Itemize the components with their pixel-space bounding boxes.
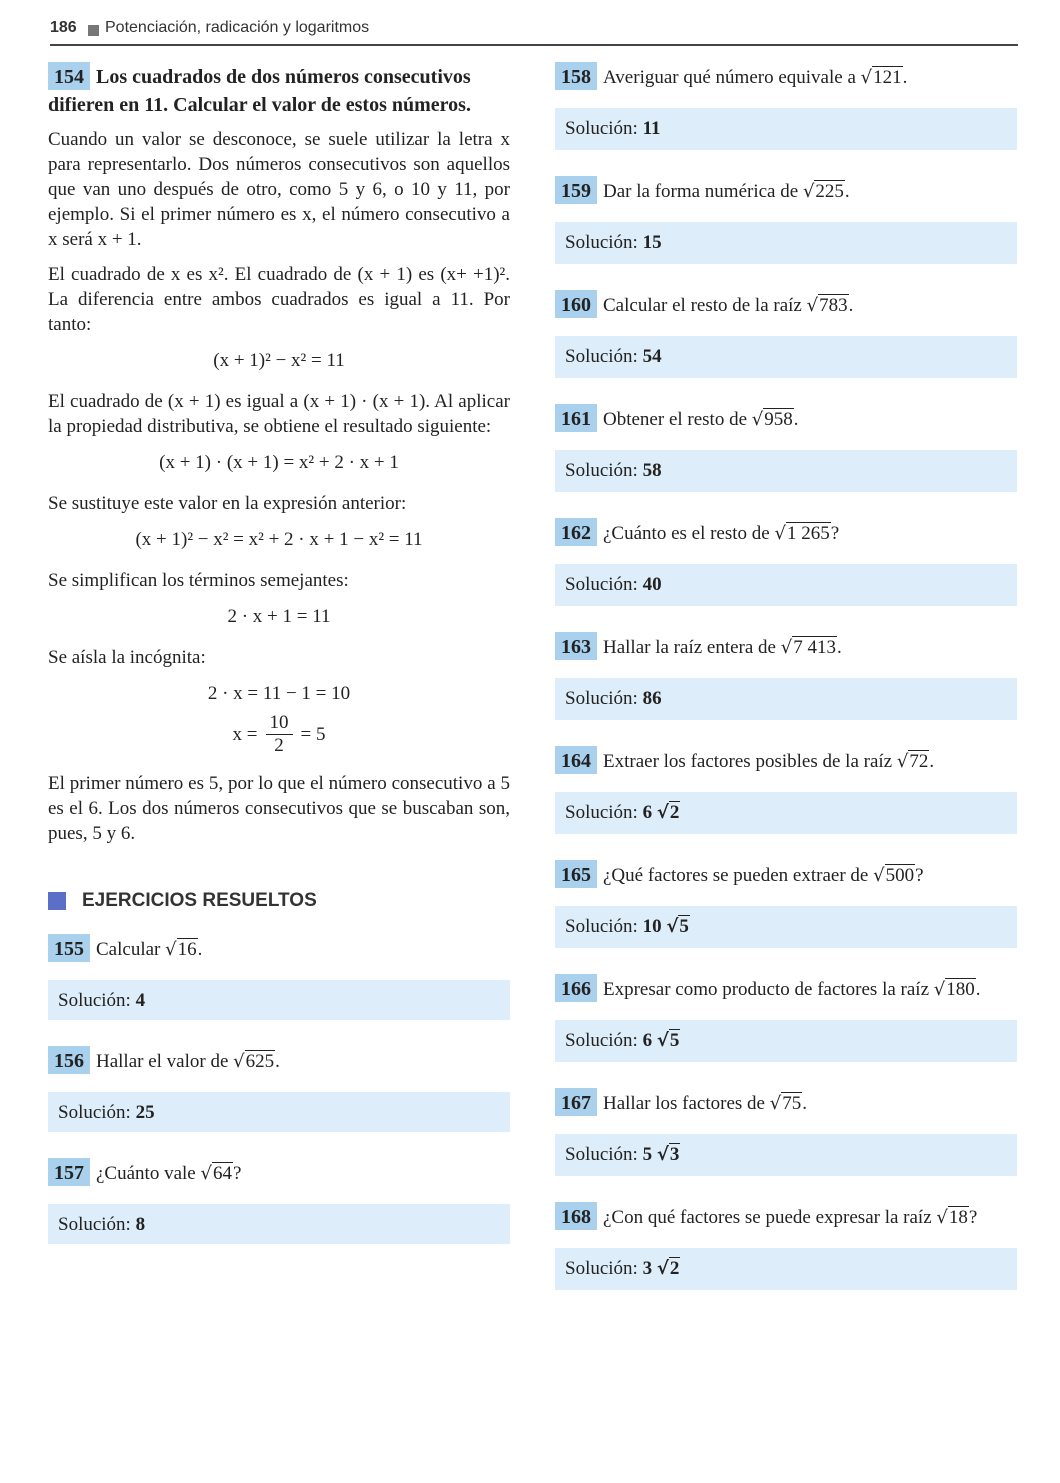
page-header xyxy=(50,16,1018,46)
radical-sign-icon: √ xyxy=(233,1051,245,1072)
solution-box xyxy=(555,678,1017,720)
exercise-text: ¿Con qué factores se puede expresar la raíz xyxy=(603,1207,937,1228)
radical-sign-icon: √ xyxy=(933,979,946,1000)
exercise-number-badge: 163 xyxy=(555,632,597,660)
solution-value: 6 xyxy=(642,1030,653,1051)
exercise-question xyxy=(555,860,1017,890)
radicand: 3 xyxy=(669,1144,680,1165)
exercise-text: Obtener el resto de xyxy=(603,409,752,430)
exercise-punct: ? xyxy=(915,865,924,886)
radicand: 121 xyxy=(873,67,902,88)
exercise-number-badge: 165 xyxy=(555,860,597,888)
square-root xyxy=(657,801,681,823)
radical-sign-icon: √ xyxy=(802,181,815,202)
exercise-list-right xyxy=(555,62,1017,1290)
radical-sign-icon: √ xyxy=(656,1258,669,1279)
equation: (x + 1)² − x² = 11 xyxy=(213,350,345,371)
radicand: 783 xyxy=(819,295,848,316)
square-root xyxy=(200,1162,232,1184)
paragraph: El cuadrado de x es x². El cuadrado de (x + 1) es (x+ +1)². La diferencia entre ambos cuadrados es igual a 11. Por tanto: xyxy=(48,264,510,335)
solution-label: Solución: xyxy=(565,688,643,709)
solution-box xyxy=(555,1020,1017,1062)
radical-sign-icon: √ xyxy=(656,1144,669,1165)
exercise-text: Extraer los factores posibles de la raíz xyxy=(603,751,897,772)
chapter-title: Potenciación, radicación y logaritmos xyxy=(105,19,370,36)
exercise-number-badge: 160 xyxy=(555,290,597,318)
radical-sign-icon: √ xyxy=(896,751,909,772)
radical-sign-icon: √ xyxy=(936,1207,948,1228)
radical-sign-icon: √ xyxy=(873,865,885,886)
solution-box xyxy=(555,792,1017,834)
exercise-text: ¿Cuánto es el resto de xyxy=(603,523,775,544)
radicand: 1 265 xyxy=(786,523,830,544)
exercise-text: Hallar la raíz entera de xyxy=(603,637,781,658)
exercise-punct: . xyxy=(902,67,908,88)
exercise-list-left xyxy=(48,934,510,1244)
radical-sign-icon: √ xyxy=(165,939,177,960)
exercise-text: ¿Cuánto vale xyxy=(96,1163,201,1184)
radicand: 225 xyxy=(815,181,844,202)
exercise-question xyxy=(555,404,1017,434)
square-root xyxy=(657,1257,681,1279)
square-root xyxy=(897,750,929,772)
equation: 2 · x + 1 = 11 xyxy=(227,606,331,627)
radicand: 625 xyxy=(245,1051,275,1072)
solution-label: Solución: xyxy=(565,916,643,937)
exercise-punct: . xyxy=(793,409,799,430)
radical-sign-icon: √ xyxy=(806,295,819,316)
solution-label: Solución: xyxy=(565,1144,643,1165)
radicand: 5 xyxy=(669,1030,680,1051)
radicand: 18 xyxy=(948,1207,968,1228)
solution-value: 15 xyxy=(642,232,662,253)
exercise-question xyxy=(555,1202,1017,1232)
solution-box xyxy=(555,108,1017,150)
exercise-text: Calcular xyxy=(96,939,166,960)
problem-154-title: 154 Los cuadrados de dos números consecutivos difieren en 11. Calcular el valor de estos números. xyxy=(48,62,510,119)
exercise-number-badge: 162 xyxy=(555,518,597,546)
solution-box xyxy=(555,336,1017,378)
paragraph: Cuando un valor se desconoce, se suele utilizar la letra x para representarlo. Dos números consecutivos son aquellos que van uno después de otro, como 5 y 6, o 10 y 11, por ejemplo. Si el primer número es x, el número consecutivo a x será x + 1. xyxy=(48,129,510,250)
radicand: 5 xyxy=(679,916,689,937)
exercise-punct: . xyxy=(802,1093,807,1114)
fraction-equation: x = $\frac{10}{2}$ = 5 xyxy=(232,712,326,756)
solution-label: Solución: xyxy=(565,574,643,595)
solution-label: Solución: xyxy=(58,1102,136,1123)
solution-label: Solución: xyxy=(565,118,643,139)
exercise-number-badge: 166 xyxy=(555,974,597,1002)
exercise-number-badge: 156 xyxy=(48,1046,90,1074)
exercise-punct: . xyxy=(929,751,935,772)
exercise-number-badge: 158 xyxy=(555,62,597,90)
section-square-icon xyxy=(48,892,66,910)
exercise-question xyxy=(555,290,1017,320)
exercise-number-badge: 157 xyxy=(48,1158,90,1186)
exercise-text: Expresar como producto de factores la raíz xyxy=(603,979,934,1000)
solution-value: 40 xyxy=(642,574,662,595)
solution-value: 4 xyxy=(135,990,146,1011)
square-root xyxy=(936,1206,968,1228)
solution-box xyxy=(555,1134,1017,1176)
solution-label: Solución: xyxy=(565,802,643,823)
solution-value: 11 xyxy=(642,118,661,139)
equation: 2 · x = 11 − 1 = 10 xyxy=(207,683,351,704)
solution-box xyxy=(555,906,1017,948)
solution-label: Solución: xyxy=(565,346,643,367)
radical-sign-icon: √ xyxy=(666,916,679,937)
solution-label: Solución: xyxy=(565,1030,643,1051)
exercise-punct: . xyxy=(848,295,854,316)
radicand: 16 xyxy=(177,939,197,960)
solution-box xyxy=(555,222,1017,264)
solution-box xyxy=(555,450,1017,492)
exercise-question xyxy=(48,1158,510,1188)
radical-sign-icon: √ xyxy=(860,67,873,88)
exercise-punct: . xyxy=(844,181,850,202)
exercise-question xyxy=(555,518,1017,548)
square-root xyxy=(770,1092,802,1114)
radicand: 180 xyxy=(946,979,975,1000)
header-square-icon xyxy=(88,25,99,36)
radicand: 2 xyxy=(669,802,680,823)
exercise-number-badge: 168 xyxy=(555,1202,597,1230)
square-root xyxy=(233,1050,275,1072)
square-root xyxy=(807,294,849,316)
exercise-question xyxy=(555,62,1017,92)
solution-box xyxy=(555,564,1017,606)
exercise-question xyxy=(555,632,1017,662)
exercise-punct: . xyxy=(197,939,203,960)
equation: (x + 1)² − x² = x² + 2 · x + 1 − x² = 11 xyxy=(135,529,423,550)
equation: (x + 1) · (x + 1) = x² + 2 · x + 1 xyxy=(159,452,399,473)
section-header xyxy=(48,890,510,912)
radicand: 75 xyxy=(782,1093,802,1114)
exercise-text: Hallar los factores de xyxy=(603,1093,770,1114)
fraction: $\frac{10}{2}$ xyxy=(266,712,293,757)
solution-value: 5 xyxy=(642,1144,653,1165)
exercise-text: Calcular el resto de la raíz xyxy=(603,295,807,316)
solution-value: 6 xyxy=(642,802,653,823)
exercise-number-badge: 167 xyxy=(555,1088,597,1116)
exercise-punct: ? xyxy=(968,1207,978,1228)
left-column xyxy=(48,62,510,1270)
exercise-number-badge: 161 xyxy=(555,404,597,432)
radical-sign-icon: √ xyxy=(774,523,786,544)
exercise-punct: . xyxy=(975,979,981,1000)
section-title: EJERCICIOS RESUELTOS xyxy=(82,890,317,911)
radical-sign-icon: √ xyxy=(769,1093,782,1114)
solution-label: Solución: xyxy=(565,460,643,481)
exercise-punct: . xyxy=(836,637,842,658)
square-root xyxy=(803,180,845,202)
paragraph: Se aísla la incógnita: xyxy=(48,647,206,668)
square-root xyxy=(657,1143,681,1165)
radical-sign-icon: √ xyxy=(656,802,669,823)
exercise-punct: ? xyxy=(232,1163,242,1184)
solution-value: 25 xyxy=(135,1102,155,1123)
solution-value: 10 xyxy=(642,916,662,937)
radicand: 2 xyxy=(669,1258,680,1279)
exercise-number-badge: 155 xyxy=(48,934,90,962)
solution-label: Solución: xyxy=(565,232,643,253)
exercise-text: Hallar el valor de xyxy=(96,1051,234,1072)
exercise-question xyxy=(555,1088,1017,1118)
square-root xyxy=(873,864,915,886)
paragraph: El primer número es 5, por lo que el número consecutivo a 5 es el 6. Los dos números consecutivos que se buscaban son, pues, 5 y 6. xyxy=(48,773,510,844)
exercise-question xyxy=(555,974,1017,1004)
solution-box xyxy=(48,1092,510,1132)
radical-sign-icon: √ xyxy=(780,637,793,658)
solution-value: 3 xyxy=(642,1258,653,1279)
paragraph: Se simplifican los términos semejantes: xyxy=(48,570,349,591)
solution-label: Solución: xyxy=(565,1258,643,1279)
solution-box xyxy=(555,1248,1017,1290)
solution-label: Solución: xyxy=(58,1214,136,1235)
radicand: 7 413 xyxy=(793,637,836,658)
exercise-question xyxy=(555,176,1017,206)
square-root xyxy=(666,915,690,937)
paragraph: Se sustituye este valor en la expresión anterior: xyxy=(48,493,407,514)
problem-number-badge: 154 xyxy=(48,62,90,90)
solution-value: 54 xyxy=(642,346,662,367)
exercise-question xyxy=(48,1046,510,1076)
right-column xyxy=(555,62,1017,1316)
exercise-number-badge: 164 xyxy=(555,746,597,774)
radicand: 958 xyxy=(764,409,793,430)
solution-value: 8 xyxy=(135,1214,146,1235)
exercise-number-badge: 159 xyxy=(555,176,597,204)
exercise-text: Dar la forma numérica de xyxy=(603,181,803,202)
exercise-punct: ? xyxy=(830,523,840,544)
paragraph: El cuadrado de (x + 1) es igual a (x + 1) · (x + 1). Al aplicar la propiedad distributiva, se obtiene el resultado siguiente: xyxy=(48,391,510,437)
exercise-question xyxy=(48,934,510,964)
solution-value: 86 xyxy=(642,688,662,709)
exercise-text: Averiguar qué número equivale a xyxy=(603,67,861,88)
square-root xyxy=(774,522,830,544)
square-root xyxy=(165,938,197,960)
exercise-question xyxy=(555,746,1017,776)
square-root xyxy=(657,1029,681,1051)
square-root xyxy=(752,408,794,430)
radical-sign-icon: √ xyxy=(200,1163,212,1184)
radical-sign-icon: √ xyxy=(751,409,764,430)
square-root xyxy=(934,978,976,1000)
radical-sign-icon: √ xyxy=(656,1030,669,1051)
radicand: 72 xyxy=(909,751,929,772)
exercise-text: ¿Qué factores se pueden extraer de xyxy=(603,865,874,886)
exercise-punct: . xyxy=(275,1051,280,1072)
square-root xyxy=(781,636,837,658)
solution-value: 58 xyxy=(642,460,662,481)
radicand: 500 xyxy=(885,865,915,886)
square-root xyxy=(861,66,903,88)
page-number: 186 xyxy=(50,19,77,36)
solution-box xyxy=(48,980,510,1020)
solution-label: Solución: xyxy=(58,990,136,1011)
radicand: 64 xyxy=(212,1163,232,1184)
solution-box xyxy=(48,1204,510,1244)
